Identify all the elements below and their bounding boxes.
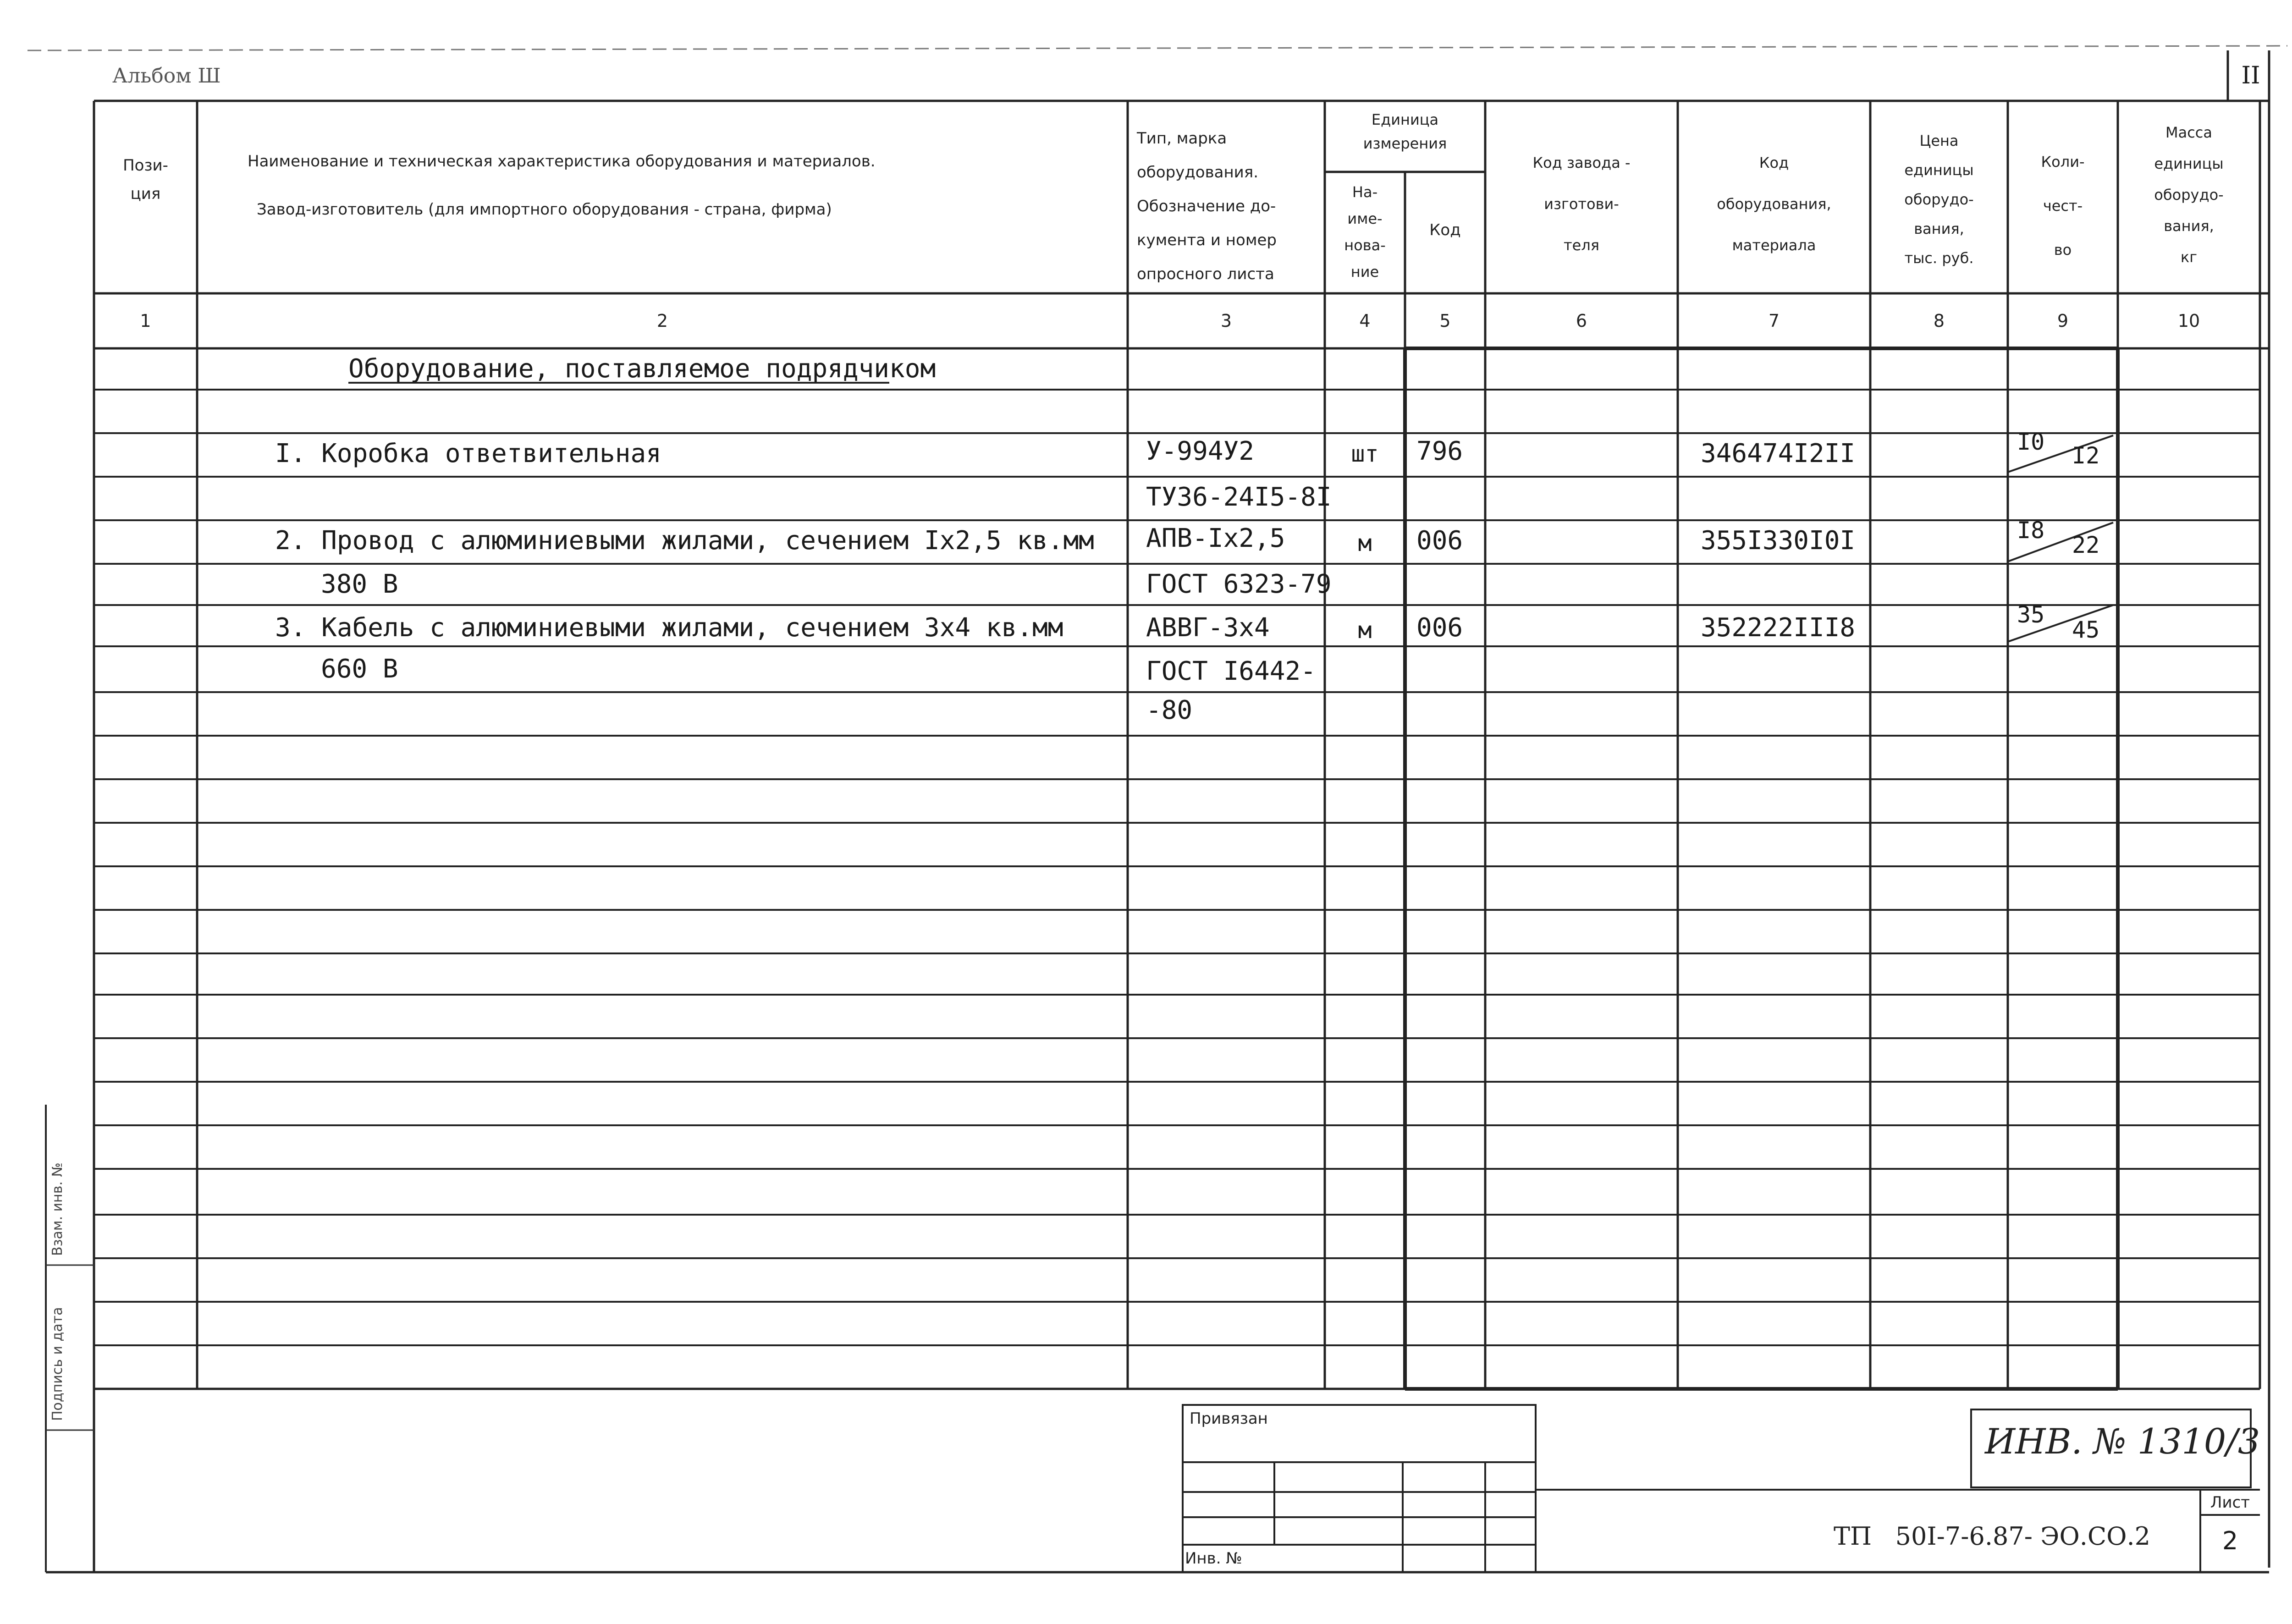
attached-label: Привязан bbox=[1190, 1409, 1268, 1428]
item-name: 3. Кабель с алюминиевыми жилами, сечением 3х4 кв.мм bbox=[275, 613, 1063, 643]
column-number: 9 bbox=[2057, 311, 2069, 331]
header-name-line1: Наименование и техническая характеристика оборудования и материалов. bbox=[248, 152, 876, 171]
item-type: АПВ-Iх2,5 bbox=[1146, 523, 1285, 553]
item-material-code: 352222III8 bbox=[1701, 613, 1856, 643]
item-qty-denominator: 45 bbox=[2072, 617, 2100, 643]
column-number: 2 bbox=[656, 311, 668, 331]
sheet-value: 2 bbox=[2222, 1526, 2238, 1555]
item-material-code: 355I330I0I bbox=[1701, 526, 1856, 556]
item-unit: м bbox=[1358, 617, 1372, 644]
item-unit: шт bbox=[1351, 440, 1379, 467]
column-number: 8 bbox=[1933, 311, 1945, 331]
column-number: 4 bbox=[1359, 311, 1371, 331]
document-code: ТП 50I-7-6.87- ЭО.СО.2 bbox=[1834, 1522, 2151, 1551]
header-position: Пози- ция bbox=[123, 156, 168, 203]
header-unit-group: Единица измерения bbox=[1363, 111, 1447, 152]
header-plant-code: Код завода - изготови- теля bbox=[1532, 154, 1631, 254]
item-name-voltage: 380 В bbox=[321, 569, 398, 599]
header-quantity: Коли- чест- во bbox=[2041, 153, 2085, 259]
item-type-doc: ГОСТ I6442- bbox=[1146, 656, 1316, 686]
item-unit: м bbox=[1358, 530, 1372, 556]
item-type-doc-cont: -80 bbox=[1146, 695, 1193, 725]
item-qty-denominator: 22 bbox=[2072, 532, 2100, 558]
item-unit-code: 006 bbox=[1416, 526, 1463, 556]
column-number: 10 bbox=[2177, 311, 2200, 331]
header-name-line2: Завод-изготовитель (для импортного оборудования - страна, фирма) bbox=[257, 200, 832, 219]
item-qty-denominator: I2 bbox=[2072, 442, 2100, 469]
sheet-number: II bbox=[2241, 62, 2260, 89]
replaced-inventory-label: Взам. инв. № bbox=[50, 1162, 66, 1256]
signature-date-label: Подпись и дата bbox=[50, 1307, 66, 1421]
column-number: 7 bbox=[1768, 311, 1780, 331]
item-name-voltage: 660 В bbox=[321, 654, 398, 684]
header-price: Цена единицы оборудо- вания, тыс. руб. bbox=[1904, 132, 1974, 267]
column-number: 6 bbox=[1576, 311, 1587, 331]
item-qty-numerator: 35 bbox=[2017, 601, 2045, 628]
header-type: Тип, марка оборудования. Обозначение до- кумента и номер опросного листа bbox=[1137, 129, 1277, 283]
item-unit-code: 006 bbox=[1416, 613, 1463, 643]
inventory-stamp: ИНВ. № 1310/3 bbox=[1985, 1421, 2260, 1462]
section-title: Оборудование, поставляемое подрядчиком bbox=[348, 354, 936, 384]
sheet-label: Лист bbox=[2210, 1493, 2250, 1512]
item-unit-code: 796 bbox=[1416, 436, 1463, 466]
item-material-code: 346474I2II bbox=[1701, 439, 1856, 468]
header-unit-name: На- име- нова- ние bbox=[1344, 183, 1386, 281]
item-type-doc: ГОСТ 6323-79 bbox=[1146, 569, 1332, 599]
album-label: Альбом Ш bbox=[112, 64, 221, 88]
item-qty-numerator: I8 bbox=[2017, 517, 2045, 544]
item-type: АВВГ-3х4 bbox=[1146, 613, 1270, 643]
header-unit-code: Код bbox=[1429, 221, 1461, 239]
item-type: У-994У2 bbox=[1146, 436, 1255, 466]
header-mass: Масса единицы оборудо- вания, кг bbox=[2154, 124, 2224, 266]
item-type-doc: ТУ36-24I5-8I bbox=[1146, 482, 1332, 512]
column-number: 3 bbox=[1220, 311, 1232, 331]
item-name: 2. Провод с алюминиевыми жилами, сечением Iх2,5 кв.мм bbox=[275, 526, 1094, 556]
column-number: 1 bbox=[140, 311, 151, 331]
column-number: 5 bbox=[1439, 311, 1451, 331]
inventory-number-label: Инв. № bbox=[1185, 1549, 1242, 1568]
header-material-code: Код оборудования, материала bbox=[1717, 154, 1831, 254]
item-name: I. Коробка ответвительная bbox=[275, 439, 661, 468]
item-qty-numerator: I0 bbox=[2017, 429, 2045, 455]
